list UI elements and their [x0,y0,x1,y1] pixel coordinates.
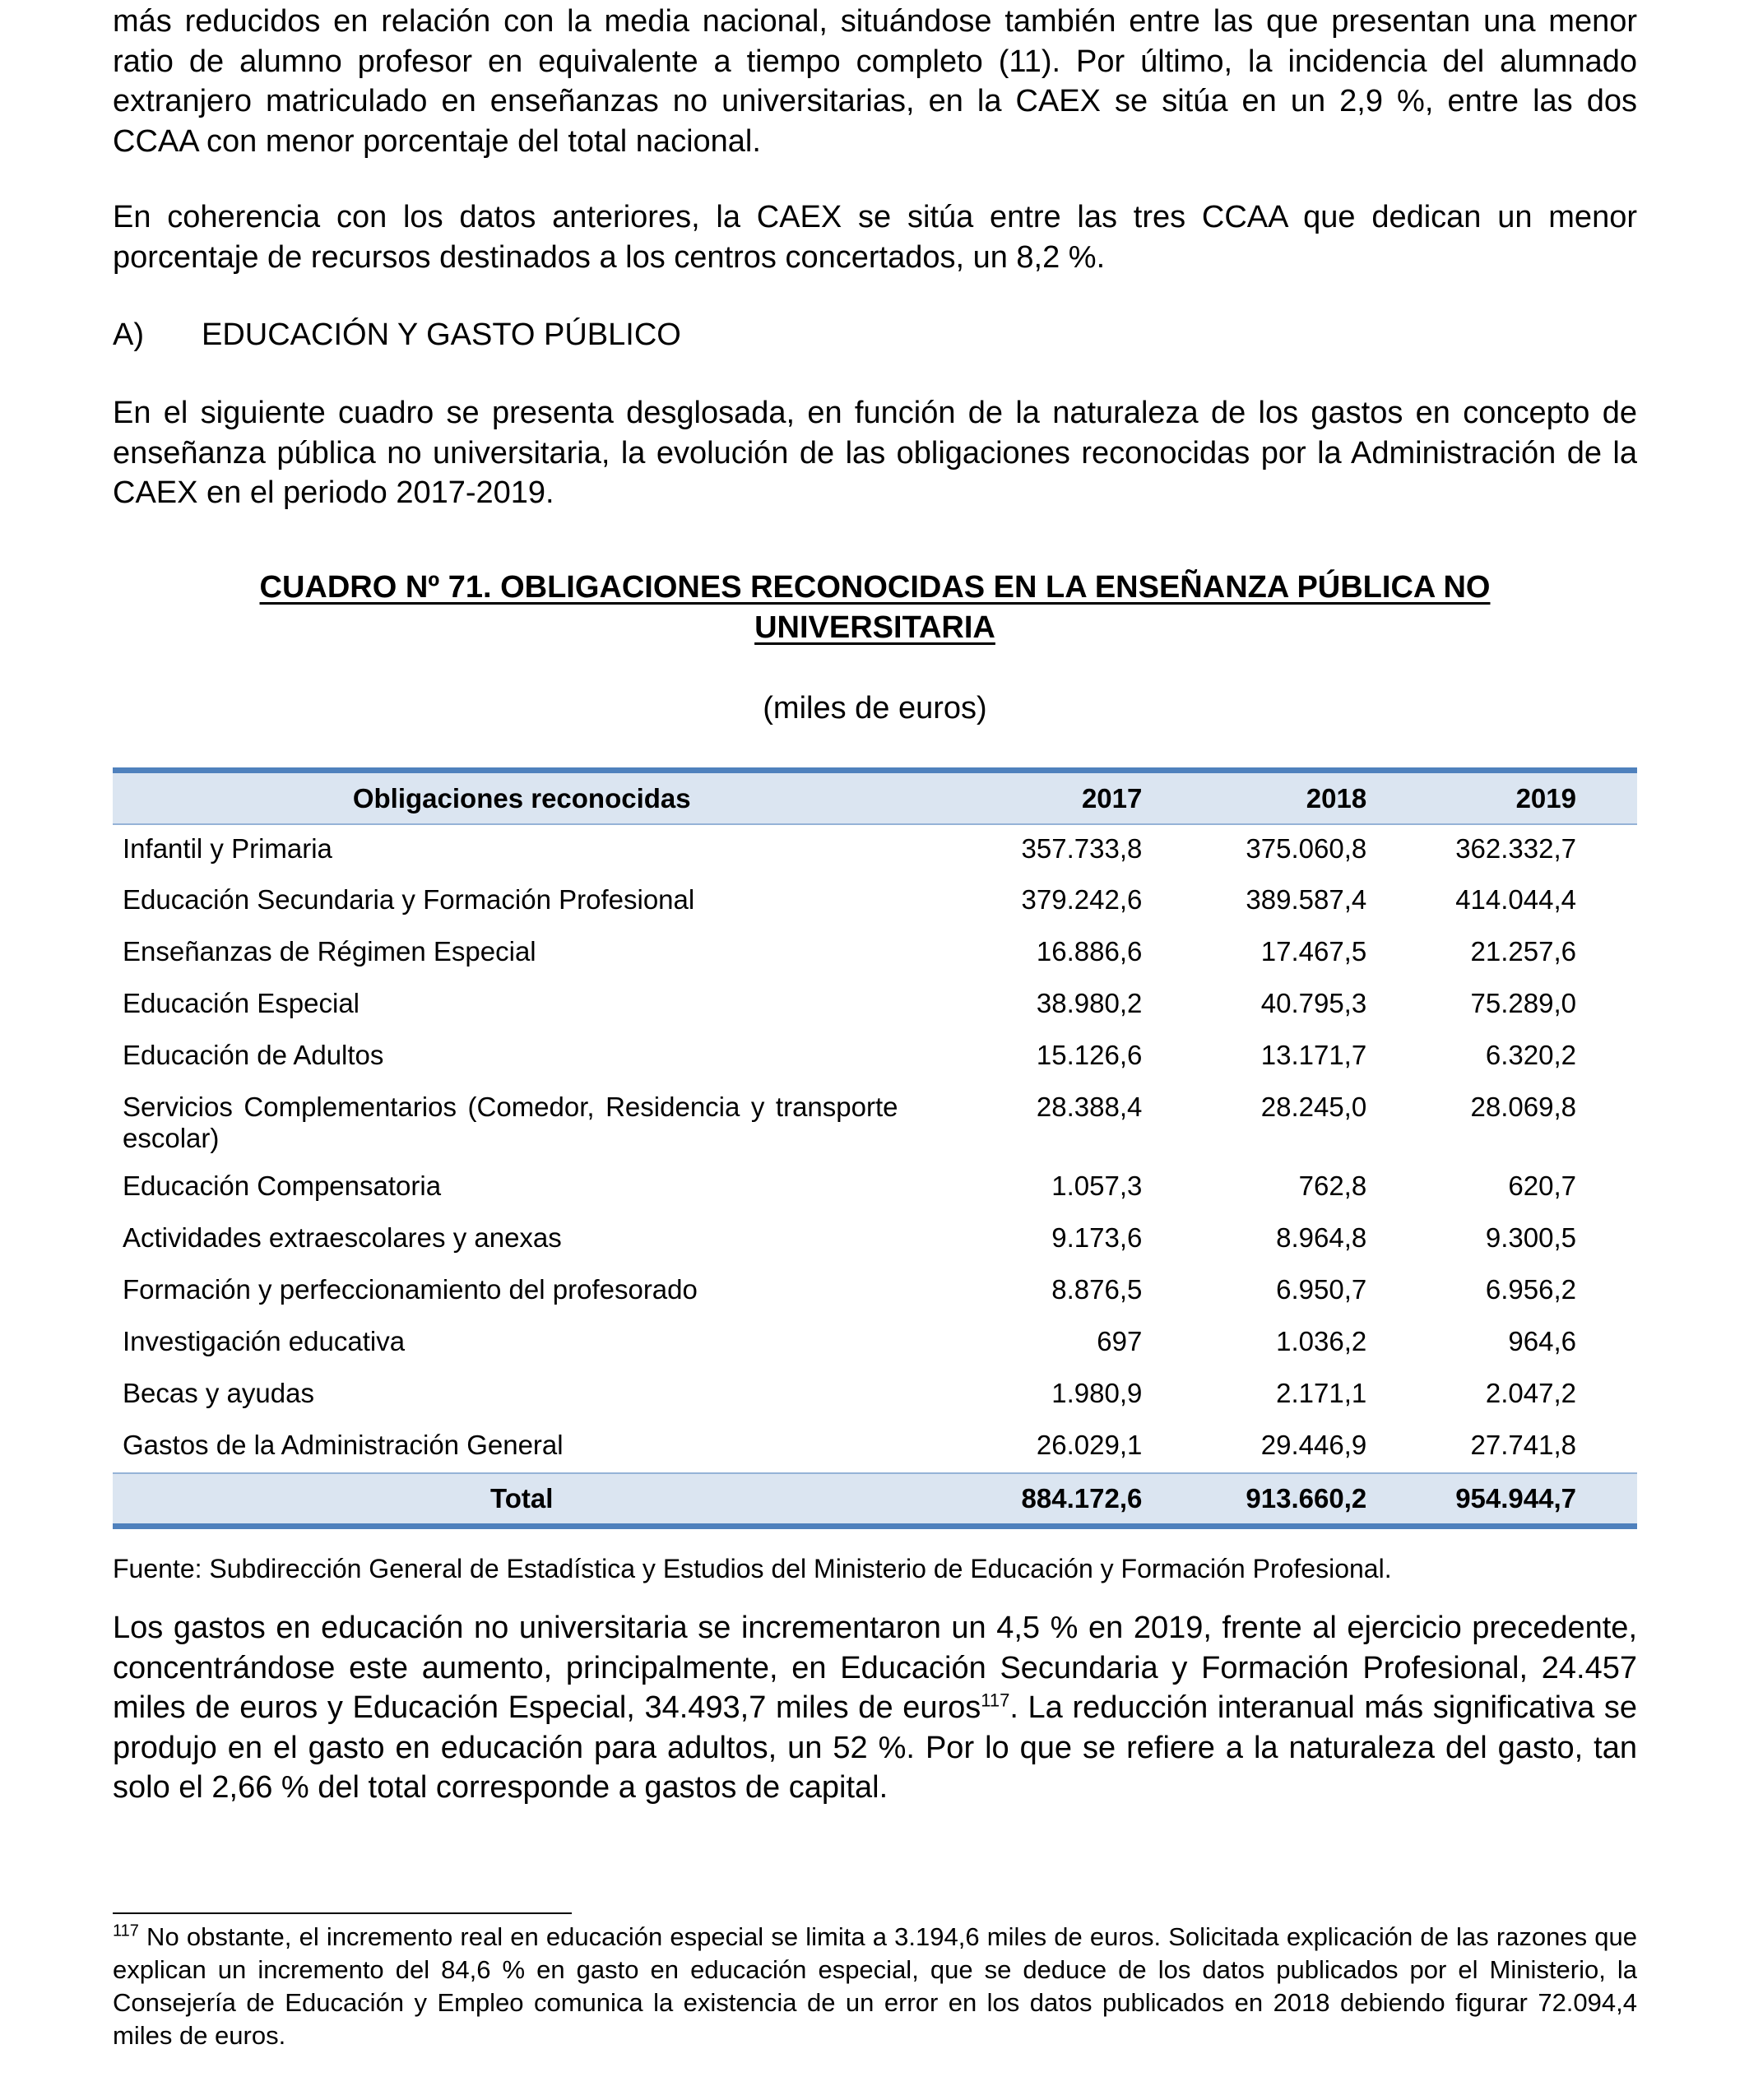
row-2018: 2.171,1 [1276,1378,1367,1408]
row-concepto: Gastos de la Administración General [123,1430,564,1460]
obligaciones-table [113,767,1637,1529]
row-2019: 21.257,6 [1470,936,1576,967]
total-2018: 913.660,2 [1246,1483,1367,1514]
row-concepto: Educación Secundaria y Formación Profesional [123,884,695,915]
table-row [113,1083,1637,1162]
row-2017: 9.173,6 [1051,1222,1143,1253]
row-concepto: Infantil y Primaria [123,833,332,864]
row-2017: 26.029,1 [1036,1430,1143,1460]
table-row [113,1031,1637,1083]
row-2018: 17.467,5 [1260,936,1367,967]
row-concepto: Educación Especial [123,988,360,1018]
table-title [113,568,1637,648]
footnote-number: 117 [113,1922,139,1940]
row-2019: 9.300,5 [1485,1222,1576,1253]
row-2017: 357.733,8 [1021,833,1143,864]
row-2019: 6.320,2 [1485,1040,1576,1070]
row-2018: 28.245,0 [1260,1092,1367,1122]
footnote-117 [113,1921,1637,2052]
paragraph-analisis-gastos [113,1608,1637,1808]
row-2017: 1.057,3 [1051,1171,1143,1201]
paragraph-centros-concertados: En coherencia con los datos anteriores, la CAEX se sitúa entre las tres CCAA que dedican un menor porcentaje de recursos destinados a los centros concertados, un 8,2 %. [113,200,1637,275]
row-2018: 6.950,7 [1276,1274,1367,1305]
table-row [113,1214,1637,1266]
header-2017: 2017 [1081,782,1143,814]
row-2017: 379.242,6 [1021,884,1143,915]
footnote-separator [113,1912,572,1914]
table-title-line-1: CUADRO Nº 71. OBLIGACIONES RECONOCIDAS EN LA ENSEÑANZA PÚBLICA NO [259,570,1491,605]
row-2019: 362.332,7 [1455,833,1576,864]
table-units: (miles de euros) [763,691,987,725]
table-total-row [113,1473,1637,1527]
row-2018: 29.446,9 [1260,1430,1367,1460]
row-2019: 620,7 [1508,1171,1576,1201]
footnote-reference[interactable]: 117 [981,1690,1010,1711]
row-2017: 697 [1097,1326,1143,1356]
section-letter: A) [113,318,144,352]
table-row [113,928,1637,980]
row-2017: 8.876,5 [1051,1274,1143,1305]
header-2018: 2018 [1306,782,1367,814]
row-2019: 964,6 [1508,1326,1576,1356]
row-concepto: Actividades extraescolares y anexas [123,1222,562,1253]
table-header-row [113,771,1637,825]
row-2017: 1.980,9 [1051,1378,1143,1408]
table-body [113,824,1637,1473]
table-row [113,1318,1637,1370]
row-concepto: Enseñanzas de Régimen Especial [123,936,536,967]
paragraph-intro-cuadro: En el siguiente cuadro se presenta desglosada, en función de la naturaleza de los gastos en concepto de enseñanza pública no universitaria, la evolución de las obligaciones reconocidas por la Administración de la CAEX en el periodo 2017-2019. [113,396,1637,510]
row-concepto: Investigación educativa [123,1326,406,1356]
row-2018: 40.795,3 [1260,988,1367,1018]
row-2018: 1.036,2 [1276,1326,1367,1356]
row-concepto: Formación y perfeccionamiento del profesorado [123,1274,698,1305]
row-2018: 13.171,7 [1260,1040,1367,1070]
header-concepto: Obligaciones reconocidas [352,782,691,814]
total-label: Total [490,1483,554,1514]
footnote-text: No obstante, el incremento real en educación especial se limita a 3.194,6 miles de euros. Solicitada explicación de las razones que explican un incremento del 84,6 % en gasto en educación especial, que se deduce de los datos publicados por el Ministerio, la Consejería de Educación y Empleo comunica la existencia de un error en los datos publicados en 2018 debiendo figurar 72.094,4 miles de euros. [113,1922,1637,2050]
total-2019: 954.944,7 [1455,1483,1576,1514]
section-title: EDUCACIÓN Y GASTO PÚBLICO [202,318,681,352]
row-2019: 27.741,8 [1470,1430,1576,1460]
table-title-line-2: UNIVERSITARIA [754,610,995,645]
section-heading [113,315,681,355]
table-row [113,980,1637,1031]
row-concepto: Educación de Adultos [123,1040,384,1070]
table-row [113,1370,1637,1421]
row-2017: 28.388,4 [1036,1092,1143,1122]
row-2019: 6.956,2 [1485,1274,1576,1305]
header-2019: 2019 [1515,782,1576,814]
row-2018: 375.060,8 [1246,833,1367,864]
row-2018: 8.964,8 [1276,1222,1367,1253]
row-2017: 16.886,6 [1036,936,1143,967]
row-2017: 15.126,6 [1036,1040,1143,1070]
row-2018: 389.587,4 [1246,884,1367,915]
row-2019: 28.069,8 [1470,1092,1576,1122]
analisis-text-part-1: Los gastos en educación no universitaria se incrementaron un 4,5 % en 2019, frente al ejercicio precedente, concentrándose este aumento, principalmente, en Educación Secundaria y Formación Profesional, 24.457 miles de euros y Educación Especial, 34.493,7 miles de euros [113,1611,1637,1725]
table-row [113,1266,1637,1318]
paragraph-alumnado: más reducidos en relación con la media nacional, situándose también entre las que presentan una menor ratio de alumno profesor en equivalente a tiempo completo (11). Por último, la incidencia del alumnado extranjero matriculado en enseñanzas no universitarias, en la CAEX se sitúa en un 2,9 %, entre las dos CCAA con menor porcentaje del total nacional. [113,4,1637,159]
table-row [113,1162,1637,1214]
row-2018: 762,8 [1298,1171,1367,1201]
row-concepto: Becas y ayudas [123,1378,314,1408]
table-row [113,824,1637,876]
row-concepto: Servicios Complementarios (Comedor, Residencia y transporte escolar) [123,1092,898,1153]
analisis-text-part-2: . La reducción interanual más significativa se produjo en el gasto en educación para adultos, un 52 %. Por lo que se refiere a la naturaleza del gasto, tan solo el 2,66 % del total corresponde a gastos de capital. [113,1690,1637,1805]
row-2017: 38.980,2 [1036,988,1143,1018]
table-row [113,876,1637,928]
row-2019: 2.047,2 [1485,1378,1576,1408]
total-2017: 884.172,6 [1021,1483,1143,1514]
row-2019: 414.044,4 [1455,884,1576,915]
table-source: Fuente: Subdirección General de Estadística y Estudios del Ministerio de Educación y Formación Profesional. [113,1554,1392,1583]
table-row [113,1421,1637,1473]
row-2019: 75.289,0 [1470,988,1576,1018]
table-container [113,767,1637,1529]
row-concepto: Educación Compensatoria [123,1171,442,1201]
